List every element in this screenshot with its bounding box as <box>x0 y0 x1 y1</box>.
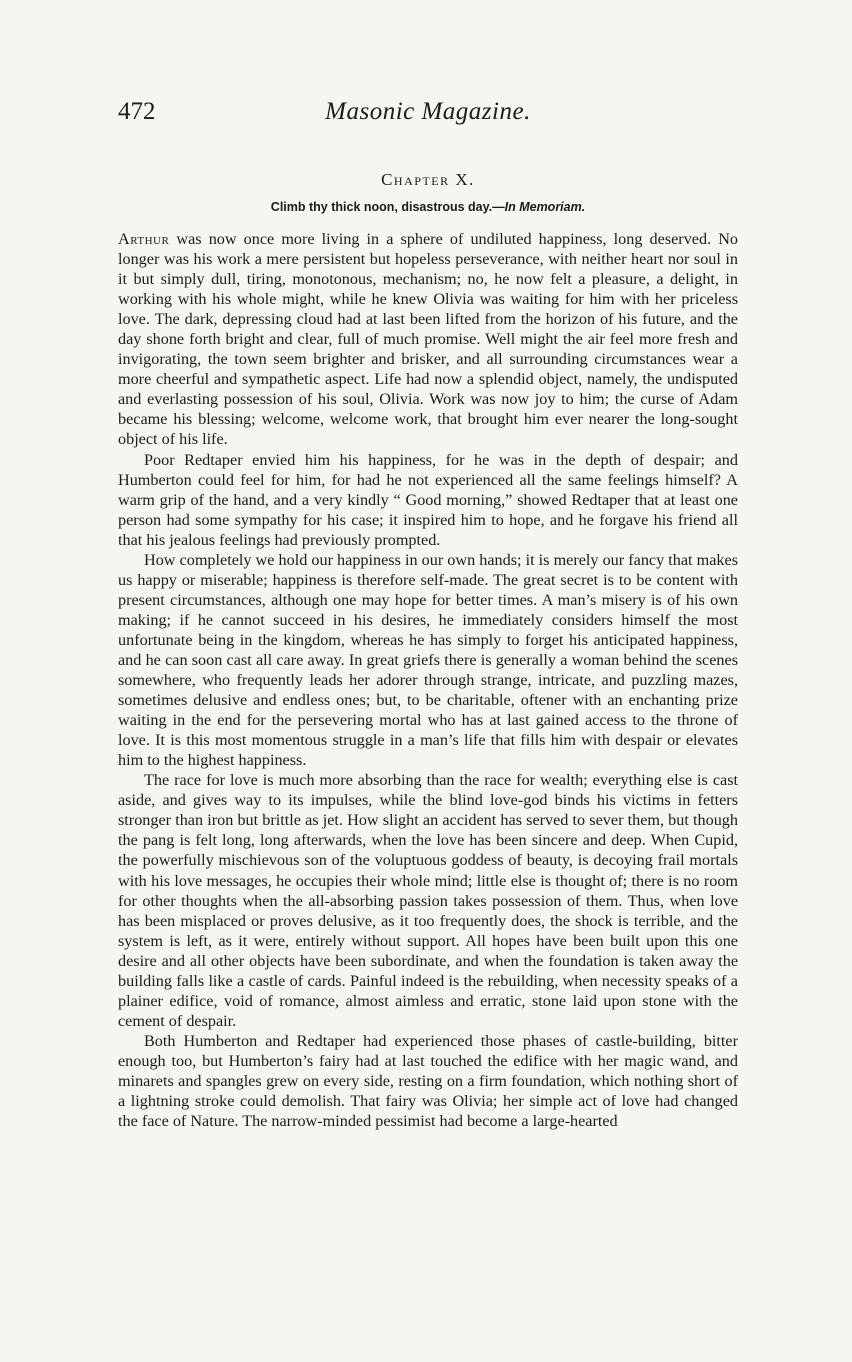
epigraph-source: In Memoriam. <box>504 200 586 214</box>
paragraph: How completely we hold our happiness in our own hands; it is merely our fancy that makes us happy or miserable; happiness is therefore self-made. The great secret is to be content with present circumstances, although one may hope for better times. A man’s misery is of his own making; if he cannot succeed in his desires, he immediately considers himself the most unfortunate being in the kingdom, whereas he has simply to forget his anticipated happiness, and he can soon cast all care away. In great griefs there is generally a woman behind the scenes somewhere, who frequently leads her adorer through strange, intricate, and puzzling mazes, sometimes delusive and endless ones; but, to be charitable, oftener with an enchanting prize waiting in the end for the persevering mortal who has at last gained access to the throne of love. It is this most momentous struggle in a man’s life that fills him with despair or elevates him to the highest happiness. <box>118 550 738 770</box>
running-title: Masonic Magazine. <box>325 98 531 125</box>
page-number: 472 <box>118 98 156 125</box>
epigraph <box>118 200 738 214</box>
paragraph: Poor Redtaper envied him his happiness, for he was in the depth of despair; and Humberton could feel for him, for had he not experienced all the same feelings himself? A warm grip of the hand, and a very kindly “ Good morning,” showed Redtaper that at least one person had some sympathy for his case; it inspired him to hope, and he forgave his friend all that his jealous feelings had previously prompted. <box>118 450 738 549</box>
paragraph <box>118 229 738 450</box>
article-body <box>118 229 738 1131</box>
page-header <box>118 98 738 138</box>
paragraph-text: was now once more living in a sphere of undiluted happiness, long deserved. No longer was his work a mere persistent but hopeless perseverance, with neither heart nor soul in it but simply dull, tiring, monotonous, mechanism; no, he now felt a pleasure, a delight, in working with his whole might, while he knew Olivia was waiting for him with her priceless love. The dark, depressing cloud had at last been lifted from the horizon of his future, and the day shone forth bright and clear, full of much promise. Well might the air feel more fresh and invigorating, the town seem brighter and brisker, and all surrounding circumstances wear a more cheerful and sympathetic aspect. Life had now a splendid object, namely, the undisputed and everlasting possession of his soul, Olivia. Work was now joy to him; the curse of Adam became his blessing; welcome, welcome work, that brought him ever nearer the long-sought object of his life. <box>118 230 738 449</box>
epigraph-text: Climb thy thick noon, disastrous day.— <box>270 200 505 214</box>
paragraph: Both Humberton and Redtaper had experienced those phases of castle-building, bitter enough too, but Humberton’s fairy had at last touched the edifice with her magic wand, and minarets and spangles grew on every side, resting on a firm foundation, which nothing short of a lightning stroke could demolish. That fairy was Olivia; her simple act of love had changed the face of Nature. The narrow-minded pessimist had become a large-hearted <box>118 1031 738 1131</box>
lead-word: Arthur <box>118 230 170 248</box>
chapter-heading: Chapter X. <box>381 170 475 189</box>
paragraph: The race for love is much more absorbing than the race for wealth; everything else is cast aside, and gives way to its impulses, while the blind love-god binds his victims in fetters stronger than iron but brittle as jet. How slight an accident has served to sever them, but though the pang is felt long, long afterwards, when the love has been sincere and deep. When Cupid, the powerfully mischievous son of the voluptuous goddess of beauty, is decoying frail mortals with his love messages, he occupies their whole mind; little else is thought of; there is no room for other thoughts when the all-absorbing passion takes possession of them. Thus, when love has been misplaced or proves delusive, as it too frequently does, the shock is terrible, and the system is left, as it were, entirely without support. All hopes have been built upon this one desire and all other objects have been subordinate, and when the foundation is taken away the building falls like a castle of cards. Painful indeed is the rebuilding, when necessity speaks of a plainer edifice, void of romance, almost aimless and erratic, stone laid upon stone with the cement of despair. <box>118 771 738 1030</box>
